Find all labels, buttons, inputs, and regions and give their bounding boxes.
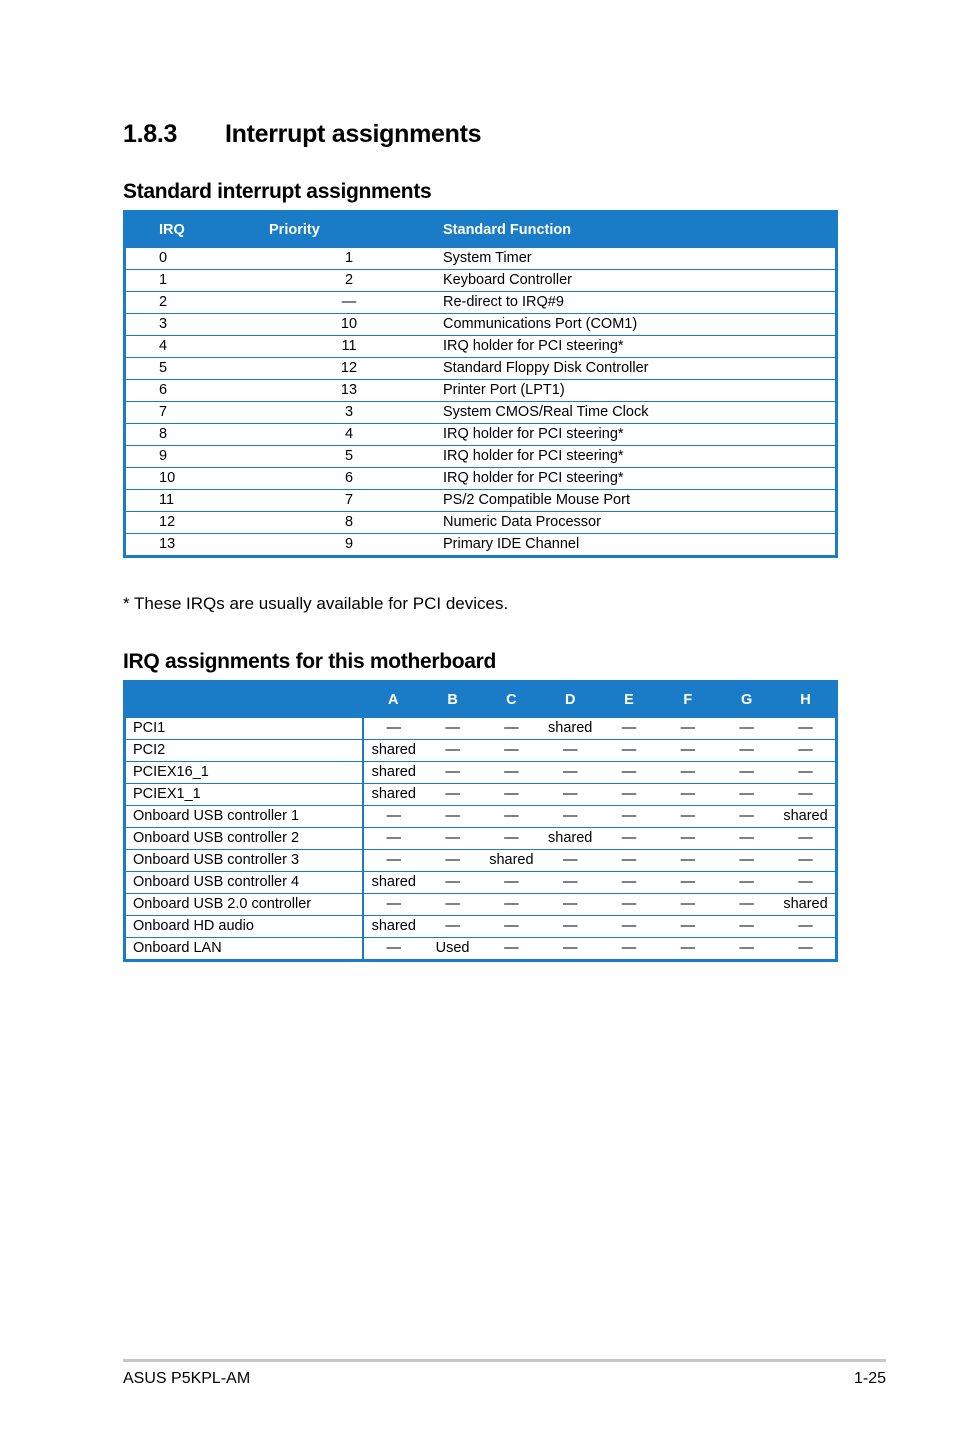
cell-priority: 13 xyxy=(269,380,429,402)
table-row xyxy=(125,468,837,490)
cell-assignment: — xyxy=(541,850,600,872)
cell-assignment: shared xyxy=(363,740,423,762)
header-int-4: D xyxy=(564,691,576,708)
cell-assignment: — xyxy=(776,828,836,850)
cell-irq: 3 xyxy=(125,314,270,336)
cell-assignment: — xyxy=(776,916,836,938)
cell-device: Onboard HD audio xyxy=(125,916,364,938)
cell-assignment: — xyxy=(658,872,717,894)
cell-device: Onboard USB 2.0 controller xyxy=(125,894,364,916)
header-int-7: G xyxy=(741,691,753,708)
cell-assignment: — xyxy=(600,938,659,961)
cell-assignment: — xyxy=(600,784,659,806)
cell-assignment: shared xyxy=(541,717,600,740)
cell-assignment: — xyxy=(541,938,600,961)
header-int-2: B xyxy=(447,691,458,708)
cell-assignment: — xyxy=(482,894,541,916)
cell-assignment: — xyxy=(717,762,776,784)
table-row xyxy=(125,850,837,872)
cell-priority: 9 xyxy=(269,534,429,557)
cell-priority: 1 xyxy=(269,247,429,270)
cell-assignment: — xyxy=(482,872,541,894)
cell-assignment: — xyxy=(717,717,776,740)
cell-assignment: — xyxy=(717,850,776,872)
cell-assignment: — xyxy=(600,916,659,938)
cell-priority: 11 xyxy=(269,336,429,358)
cell-device: Onboard LAN xyxy=(125,938,364,961)
cell-device: Onboard USB controller 2 xyxy=(125,828,364,850)
cell-assignment: — xyxy=(541,740,600,762)
cell-assignment: — xyxy=(363,850,423,872)
table-row xyxy=(125,314,837,336)
cell-priority: 5 xyxy=(269,446,429,468)
cell-function: Re-direct to IRQ#9 xyxy=(429,292,837,314)
standard-table-title: Standard interrupt assignments xyxy=(123,180,432,203)
cell-assignment: — xyxy=(541,872,600,894)
table-row xyxy=(125,894,837,916)
cell-priority: 3 xyxy=(269,402,429,424)
cell-assignment: — xyxy=(717,872,776,894)
cell-assignment: shared xyxy=(363,762,423,784)
cell-assignment: — xyxy=(363,894,423,916)
cell-assignment: — xyxy=(717,894,776,916)
cell-irq: 10 xyxy=(125,468,270,490)
cell-assignment: — xyxy=(541,784,600,806)
header-int-6: F xyxy=(683,691,693,708)
cell-assignment: shared xyxy=(776,806,836,828)
cell-priority: 6 xyxy=(269,468,429,490)
cell-assignment: — xyxy=(541,762,600,784)
cell-assignment: — xyxy=(658,938,717,961)
cell-assignment: — xyxy=(363,938,423,961)
header-int-3: C xyxy=(506,691,517,708)
cell-priority: 4 xyxy=(269,424,429,446)
cell-assignment: — xyxy=(600,872,659,894)
cell-assignment: shared xyxy=(363,872,423,894)
cell-assignment: — xyxy=(423,894,482,916)
cell-assignment: — xyxy=(600,828,659,850)
table-row xyxy=(125,784,837,806)
cell-function: Numeric Data Processor xyxy=(429,512,837,534)
standard-irq-table xyxy=(123,210,838,558)
cell-assignment: — xyxy=(600,717,659,740)
cell-assignment: — xyxy=(541,916,600,938)
cell-function: PS/2 Compatible Mouse Port xyxy=(429,490,837,512)
cell-assignment: shared xyxy=(363,916,423,938)
table-row xyxy=(125,490,837,512)
table-row xyxy=(125,358,837,380)
cell-assignment: — xyxy=(658,916,717,938)
cell-irq: 1 xyxy=(125,270,270,292)
table-row xyxy=(125,828,837,850)
cell-assignment: — xyxy=(600,740,659,762)
cell-function: Primary IDE Channel xyxy=(429,534,837,557)
table-row xyxy=(125,446,837,468)
cell-irq: 12 xyxy=(125,512,270,534)
cell-device: PCI1 xyxy=(125,717,364,740)
cell-assignment: shared xyxy=(363,784,423,806)
cell-function: Communications Port (COM1) xyxy=(429,314,837,336)
cell-assignment: — xyxy=(717,938,776,961)
cell-irq: 5 xyxy=(125,358,270,380)
cell-assignment: — xyxy=(482,938,541,961)
cell-function: IRQ holder for PCI steering* xyxy=(429,424,837,446)
header-int-8: H xyxy=(800,691,811,708)
header-function: Standard Function xyxy=(443,221,572,238)
cell-irq: 0 xyxy=(125,247,270,270)
cell-irq: 8 xyxy=(125,424,270,446)
cell-assignment: — xyxy=(482,740,541,762)
table-row xyxy=(125,270,837,292)
cell-assignment: — xyxy=(776,938,836,961)
cell-assignment: — xyxy=(482,916,541,938)
cell-assignment: — xyxy=(423,717,482,740)
cell-assignment: — xyxy=(776,850,836,872)
cell-irq: 11 xyxy=(125,490,270,512)
cell-assignment: — xyxy=(658,717,717,740)
cell-assignment: — xyxy=(423,740,482,762)
cell-assignment: — xyxy=(776,784,836,806)
table-row xyxy=(125,534,837,557)
cell-assignment: — xyxy=(717,784,776,806)
cell-function: System CMOS/Real Time Clock xyxy=(429,402,837,424)
cell-assignment: Used xyxy=(423,938,482,961)
cell-function: Standard Floppy Disk Controller xyxy=(429,358,837,380)
cell-device: Onboard USB controller 3 xyxy=(125,850,364,872)
cell-assignment: — xyxy=(776,717,836,740)
cell-priority: — xyxy=(269,292,429,314)
header-int-5: E xyxy=(624,691,634,708)
cell-assignment: — xyxy=(600,850,659,872)
cell-assignment: — xyxy=(658,850,717,872)
cell-device: PCIEX1_1 xyxy=(125,784,364,806)
cell-priority: 10 xyxy=(269,314,429,336)
cell-function: IRQ holder for PCI steering* xyxy=(429,336,837,358)
cell-assignment: — xyxy=(658,762,717,784)
table-row xyxy=(125,938,837,961)
cell-assignment: — xyxy=(482,784,541,806)
cell-irq: 7 xyxy=(125,402,270,424)
cell-function: System Timer xyxy=(429,247,837,270)
cell-assignment: — xyxy=(423,916,482,938)
cell-assignment: — xyxy=(423,762,482,784)
cell-assignment: — xyxy=(363,828,423,850)
cell-assignment: — xyxy=(423,872,482,894)
section-number: 1.8.3 xyxy=(123,120,178,148)
board-table-header xyxy=(125,682,837,718)
table-row xyxy=(125,806,837,828)
cell-assignment: shared xyxy=(482,850,541,872)
cell-assignment: — xyxy=(658,740,717,762)
footer-page-number: 1-25 xyxy=(853,1370,886,1387)
cell-irq: 2 xyxy=(125,292,270,314)
cell-assignment: shared xyxy=(541,828,600,850)
standard-table-header xyxy=(125,212,837,248)
cell-priority: 12 xyxy=(269,358,429,380)
table-row xyxy=(125,717,837,740)
cell-assignment: — xyxy=(776,872,836,894)
cell-assignment: — xyxy=(541,806,600,828)
cell-function: IRQ holder for PCI steering* xyxy=(429,446,837,468)
cell-assignment: — xyxy=(658,784,717,806)
cell-function: IRQ holder for PCI steering* xyxy=(429,468,837,490)
cell-function: Keyboard Controller xyxy=(429,270,837,292)
cell-assignment: — xyxy=(482,762,541,784)
table-row xyxy=(125,336,837,358)
table-row xyxy=(125,424,837,446)
cell-assignment: — xyxy=(717,828,776,850)
cell-assignment: — xyxy=(600,762,659,784)
header-device xyxy=(125,682,364,718)
cell-irq: 6 xyxy=(125,380,270,402)
header-irq: IRQ xyxy=(159,221,185,238)
cell-assignment: — xyxy=(717,916,776,938)
cell-assignment: — xyxy=(423,850,482,872)
cell-assignment: — xyxy=(541,894,600,916)
section-title xyxy=(123,120,481,149)
table-row xyxy=(125,740,837,762)
table-row xyxy=(125,872,837,894)
cell-assignment: — xyxy=(658,894,717,916)
cell-assignment: — xyxy=(717,806,776,828)
cell-priority: 8 xyxy=(269,512,429,534)
cell-assignment: — xyxy=(423,806,482,828)
table-row xyxy=(125,916,837,938)
cell-assignment: — xyxy=(776,740,836,762)
cell-assignment: — xyxy=(482,806,541,828)
table-row xyxy=(125,512,837,534)
cell-priority: 7 xyxy=(269,490,429,512)
table-row xyxy=(125,402,837,424)
cell-irq: 13 xyxy=(125,534,270,557)
cell-assignment: — xyxy=(600,894,659,916)
table-row xyxy=(125,380,837,402)
board-irq-table xyxy=(123,680,838,962)
board-table-title: IRQ assignments for this motherboard xyxy=(123,650,497,673)
cell-assignment: — xyxy=(423,828,482,850)
cell-assignment: shared xyxy=(776,894,836,916)
cell-assignment: — xyxy=(363,806,423,828)
cell-assignment: — xyxy=(658,828,717,850)
footer-rule xyxy=(123,1359,886,1362)
section-title-text: Interrupt assignments xyxy=(225,120,482,148)
cell-device: PCIEX16_1 xyxy=(125,762,364,784)
cell-device: Onboard USB controller 1 xyxy=(125,806,364,828)
cell-assignment: — xyxy=(658,806,717,828)
cell-assignment: — xyxy=(482,717,541,740)
cell-assignment: — xyxy=(482,828,541,850)
cell-assignment: — xyxy=(363,717,423,740)
footer-product: ASUS P5KPL-AM xyxy=(123,1370,251,1387)
cell-assignment: — xyxy=(717,740,776,762)
cell-irq: 4 xyxy=(125,336,270,358)
header-priority: Priority xyxy=(269,221,320,238)
cell-assignment: — xyxy=(776,762,836,784)
cell-assignment: — xyxy=(600,806,659,828)
cell-device: Onboard USB controller 4 xyxy=(125,872,364,894)
table-row xyxy=(125,247,837,270)
footnote: * These IRQs are usually available for PCI devices. xyxy=(123,594,509,613)
cell-assignment: — xyxy=(423,784,482,806)
cell-function: Printer Port (LPT1) xyxy=(429,380,837,402)
cell-irq: 9 xyxy=(125,446,270,468)
cell-device: PCI2 xyxy=(125,740,364,762)
table-row xyxy=(125,762,837,784)
cell-priority: 2 xyxy=(269,270,429,292)
table-row xyxy=(125,292,837,314)
header-int-1: A xyxy=(388,691,399,708)
